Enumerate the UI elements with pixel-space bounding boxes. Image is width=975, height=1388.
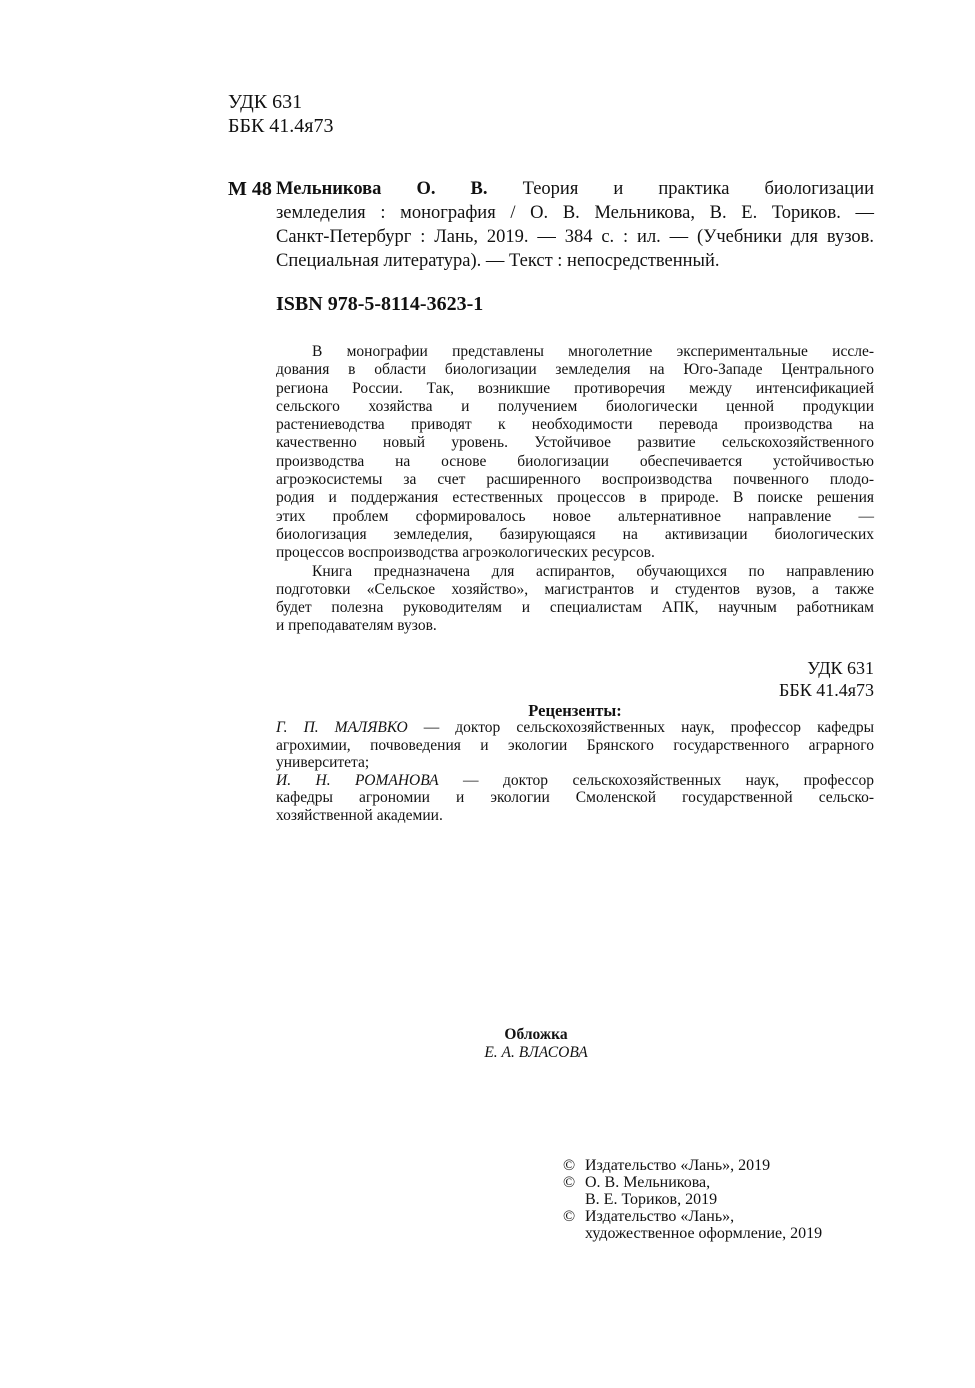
udk-code: УДК 631: [228, 91, 303, 113]
copyright-line-2: [563, 1174, 822, 1191]
abstract: [276, 343, 874, 636]
author-name: Мельникова О. В.: [276, 179, 488, 199]
abstract-line: дования в области биологизации земледелия на Юго-Западе Центрального: [276, 361, 874, 379]
bbk-code: ББК 41.4я73: [228, 115, 334, 137]
bib-line-4: Специальная литература). — Текст : непосредственный.: [276, 251, 720, 271]
abstract-line: родия и поддержания естественных процессов в природе. В поиске решения: [276, 489, 874, 507]
copyright-authors: О. В. Мельникова,: [585, 1174, 711, 1191]
abstract-line: биологизация земледелия, базирующаяся на активизации биологических: [276, 525, 874, 543]
cover-designer: Е. А. ВЛАСОВА: [484, 1044, 588, 1061]
reviewer-2-line-1: [276, 772, 874, 790]
reviewer-2-line-2: кафедры агрономии и экологии Смоленской государственной сельско-: [276, 789, 874, 806]
reviewer-1-name: Г. П. МАЛЯВКО: [276, 719, 408, 736]
copyright-icon: ©: [563, 1208, 576, 1225]
right-classification: [700, 657, 874, 701]
reviewer-2-name: И. Н. РОМАНОВА: [276, 771, 439, 789]
bbk-code: ББК 41.4я73: [779, 680, 874, 700]
reviewers-heading: Рецензенты:: [528, 701, 622, 720]
copyright-line-4: [563, 1208, 822, 1225]
copyright-icon: ©: [563, 1157, 576, 1174]
copyright-icon: ©: [563, 1174, 576, 1191]
bib-line-1: [276, 177, 874, 201]
author-mark: М 48: [228, 178, 272, 200]
top-classification: [228, 90, 334, 138]
copyright-publisher: Издательство «Лань», 2019: [585, 1157, 771, 1174]
reviewers-list: [276, 719, 874, 824]
bibliographic-entry: [276, 177, 874, 273]
reviewer-1-line-2: агрохимии, почвоведения и экологии Брянского государственного аграрного: [276, 736, 874, 754]
abstract-line: агроэкосистемы за счет расширенного воспроизводства почвенного плодо-: [276, 471, 874, 489]
reviewer-1-credentials: — доктор сельскохозяйственных наук, профессор кафедры: [407, 719, 875, 736]
reviewer-1-line-3: университета;: [276, 754, 370, 771]
copyright-line-1: [563, 1157, 822, 1174]
abstract-line: подготовки «Сельское хозяйство», магистрантов и студентов вузов, а также: [276, 580, 874, 598]
abstract-line: сельского хозяйства и получением биологически ценной продукции: [276, 397, 874, 415]
copyright-block: [563, 1157, 822, 1242]
udk-code: УДК 631: [807, 658, 874, 678]
abstract-line: Книга предназначена для аспирантов, обучающихся по направлению: [312, 562, 874, 580]
abstract-line: растениеводства приводят к необходимости перевода производства на: [276, 416, 874, 434]
copyright-line-3: В. Е. Ториков, 2019: [585, 1191, 718, 1208]
reviewer-2-line-3: хозяйственной академии.: [276, 806, 443, 824]
cover-label: Обложка: [504, 1026, 568, 1043]
abstract-line: производства на основе биологизации обеспечивается устойчивостью: [276, 452, 874, 470]
reviewer-2-credentials: — доктор сельскохозяйственных наук, профессор: [438, 771, 874, 789]
abstract-line: и преподавателям вузов.: [276, 617, 437, 635]
copyright-design-publisher: Издательство «Лань»,: [585, 1208, 735, 1225]
abstract-line: процессов воспроизводства агроэкологических ресурсов.: [276, 544, 655, 562]
copyright-line-5: художественное оформление, 2019: [585, 1225, 823, 1242]
abstract-line: региона России. Так, возникшие противоречия между интенсификацией: [276, 379, 874, 397]
reviewer-1-line-1: [276, 719, 874, 737]
abstract-line: качественно новый уровень. Устойчивое развитие сельскохозяйственного: [276, 434, 874, 452]
bib-line-3: Санкт-Петербург : Лань, 2019. — 384 с. : ил. — (Учебники для вузов.: [276, 227, 874, 247]
isbn: ISBN 978-5-8114-3623-1: [276, 293, 484, 315]
bib-line-2: земледелия : монография / О. В. Мельникова, В. Е. Ториков. —: [276, 203, 874, 223]
cover-credit: [276, 1026, 796, 1062]
abstract-line: этих проблем сформировалось новое альтернативное направление —: [276, 507, 874, 525]
abstract-line: будет полезна руководителям и специалистам АПК, научным работникам: [276, 599, 874, 617]
book-title: Теория и практика биологизации: [522, 179, 875, 199]
abstract-line: В монографии представлены многолетние экспериментальные иссле-: [312, 343, 874, 360]
